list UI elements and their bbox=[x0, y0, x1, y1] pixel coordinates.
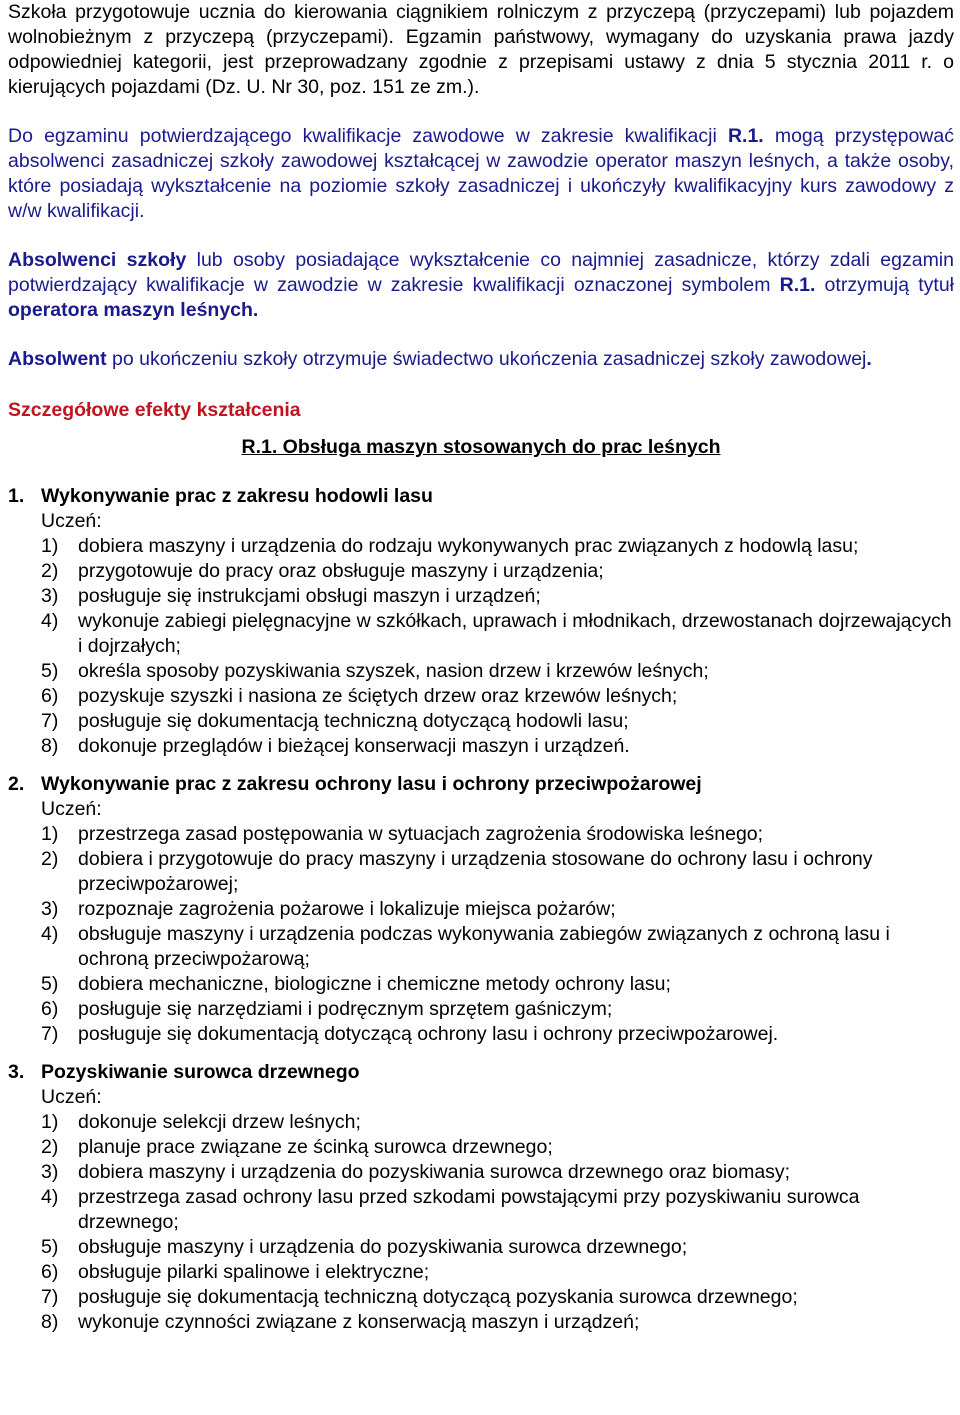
list-item-text: posługuje się narzędziami i podręcznym sprzętem gaśniczym; bbox=[78, 998, 613, 1020]
list-item-number: 7) bbox=[41, 710, 59, 732]
list-item-text: planuje prace związane ze ścinką surowca drzewnego; bbox=[78, 1136, 553, 1158]
list-item-text: przestrzega zasad postępowania w sytuacjach zagrożenia środowiska leśnego; bbox=[78, 823, 764, 845]
list-item bbox=[8, 684, 954, 709]
list-item-number: 6) bbox=[41, 998, 59, 1020]
list-item bbox=[8, 897, 954, 922]
list-item bbox=[8, 1022, 954, 1047]
list-item-number: 1) bbox=[41, 535, 59, 557]
list-item bbox=[8, 584, 954, 609]
list-item-text: dokonuje przeglądów i bieżącej konserwacji maszyn i urządzeń. bbox=[78, 735, 630, 757]
section-1-header bbox=[8, 484, 954, 509]
list-item-number: 3) bbox=[41, 898, 59, 920]
list-item-text: obsługuje pilarki spalinowe i elektryczne; bbox=[78, 1261, 430, 1283]
p3-qualification-code: R.1. bbox=[779, 274, 816, 296]
list-item-number: 1) bbox=[41, 1111, 59, 1133]
p2-qualification-code: R.1. bbox=[727, 125, 764, 147]
list-item-text: wykonuje czynności związane z konserwacją maszyn i urządzeń; bbox=[78, 1311, 640, 1333]
section-2-title: Wykonywanie prac z zakresu ochrony lasu i ochrony przeciwpożarowej bbox=[41, 773, 702, 795]
list-item-number: 5) bbox=[41, 1236, 59, 1258]
list-item-text: dobiera mechaniczne, biologiczne i chemiczne metody ochrony lasu; bbox=[78, 973, 671, 995]
section-2-uczen: Uczeń: bbox=[41, 798, 102, 820]
section-3 bbox=[8, 1060, 954, 1335]
list-item-number: 2) bbox=[41, 848, 59, 870]
list-item-number: 3) bbox=[41, 585, 59, 607]
list-item bbox=[8, 709, 954, 734]
list-item bbox=[8, 847, 954, 897]
list-item-number: 4) bbox=[41, 923, 59, 945]
list-item bbox=[8, 1185, 954, 1235]
p3-text-d: otrzymują tytuł bbox=[815, 274, 954, 296]
list-item-text: pozyskuje szyszki i nasiona ze ściętych drzew oraz krzewów leśnych; bbox=[78, 685, 678, 707]
list-item bbox=[8, 1285, 954, 1310]
p4-bold-absolwent: Absolwent bbox=[8, 348, 107, 370]
section-3-header bbox=[8, 1060, 954, 1085]
list-item-number: 7) bbox=[41, 1286, 59, 1308]
list-item-text: rozpoznaje zagrożenia pożarowe i lokalizuje miejsca pożarów; bbox=[78, 898, 616, 920]
p3-bold-absolwenci: Absolwenci szkoły bbox=[8, 249, 187, 271]
section-heading: Szczegółowe efekty kształcenia bbox=[8, 399, 301, 421]
list-item-text: dobiera i przygotowuje do pracy maszyny i urządzenia stosowane do ochrony lasu i ochrony przeciwpożarowej; bbox=[78, 848, 873, 895]
p2-text-a: Do egzaminu potwierdzającego kwalifikacje zawodowe w zakresie kwalifikacji bbox=[8, 125, 728, 147]
list-item bbox=[8, 734, 954, 759]
list-item bbox=[8, 1135, 954, 1160]
list-item bbox=[8, 972, 954, 997]
p3-text-b: lub osoby posiadające wykształcenie co najmniej zasadnicze, którzy zdali egzamin potwierdzający kwalifikacje w zawodzie w zakresie kwalifikacji oznaczonej symbolem bbox=[8, 249, 954, 296]
intro-paragraph-4 bbox=[8, 347, 954, 372]
qualification-title: R.1. Obsługa maszyn stosowanych do prac leśnych bbox=[241, 436, 721, 458]
list-item-number: 2) bbox=[41, 1136, 59, 1158]
list-item-text: posługuje się instrukcjami obsługi maszyn i urządzeń; bbox=[78, 585, 541, 607]
list-item bbox=[8, 997, 954, 1022]
p2-text-c: mogą przystępować absolwenci zasadniczej szkoły zawodowej kształcącej w zawodzie operator maszyn leśnych, a także osoby, które posiadają wykształcenie na poziomie szkoły zasadniczej i ukończyły kwalifikacyjny kurs zawodowy z w/w kwalifikacji. bbox=[8, 125, 954, 222]
list-item-text: posługuje się dokumentacją dotyczącą ochrony lasu i ochrony przeciwpożarowej. bbox=[78, 1023, 779, 1045]
list-item-number: 6) bbox=[41, 1261, 59, 1283]
section-1 bbox=[8, 484, 954, 759]
section-3-title: Pozyskiwanie surowca drzewnego bbox=[41, 1061, 360, 1083]
list-item-text: obsługuje maszyny i urządzenia do pozyskiwania surowca drzewnego; bbox=[78, 1236, 688, 1258]
list-item-number: 6) bbox=[41, 685, 59, 707]
list-item-number: 8) bbox=[41, 735, 59, 757]
list-item-text: dobiera maszyny i urządzenia do pozyskiwania surowca drzewnego oraz biomasy; bbox=[78, 1161, 791, 1183]
list-item-number: 3) bbox=[41, 1161, 59, 1183]
list-item bbox=[8, 659, 954, 684]
section-2-header bbox=[8, 772, 954, 797]
list-item bbox=[8, 822, 954, 847]
list-item bbox=[8, 1110, 954, 1135]
p4-period: . bbox=[866, 348, 872, 370]
list-item-number: 7) bbox=[41, 1023, 59, 1045]
section-2-number: 2. bbox=[8, 773, 25, 795]
section-3-number: 3. bbox=[8, 1061, 25, 1083]
section-1-uczen: Uczeń: bbox=[41, 510, 102, 532]
list-item-text: dobiera maszyny i urządzenia do rodzaju wykonywanych prac związanych z hodowlą lasu; bbox=[78, 535, 859, 557]
list-item bbox=[8, 922, 954, 972]
list-item-text: przygotowuje do pracy oraz obsługuje maszyny i urządzenia; bbox=[78, 560, 604, 582]
list-item bbox=[8, 534, 954, 559]
intro-paragraph-1: Szkoła przygotowuje ucznia do kierowania ciągnikiem rolniczym z przyczepą (przyczepami) lub pojazdem wolnobieżnym z przyczepą (przyczepami). Egzamin państwowy, wymagany do uzyskania prawa jazdy odpowiedniej kategorii, jest przeprowadzany zgodnie z przepisami ustawy z dnia 5 stycznia 2011 r. o kierujących pojazdami (Dz. U. Nr 30, poz. 151 ze zm.). bbox=[8, 1, 954, 98]
intro-paragraph-2 bbox=[8, 124, 954, 224]
list-item-number: 2) bbox=[41, 560, 59, 582]
list-item-text: dokonuje selekcji drzew leśnych; bbox=[78, 1111, 361, 1133]
section-1-number: 1. bbox=[8, 485, 25, 507]
list-item-number: 4) bbox=[41, 1186, 59, 1208]
list-item bbox=[8, 1260, 954, 1285]
list-item bbox=[8, 1235, 954, 1260]
list-item-number: 5) bbox=[41, 973, 59, 995]
intro-paragraph-3 bbox=[8, 248, 954, 323]
section-2 bbox=[8, 772, 954, 1047]
list-item-text: posługuje się dokumentacją techniczną dotyczącą hodowli lasu; bbox=[78, 710, 629, 732]
list-item-number: 8) bbox=[41, 1311, 59, 1333]
list-item-text: posługuje się dokumentacją techniczną dotyczącą pozyskania surowca drzewnego; bbox=[78, 1286, 798, 1308]
section-1-title: Wykonywanie prac z zakresu hodowli lasu bbox=[41, 485, 433, 507]
list-item-number: 1) bbox=[41, 823, 59, 845]
list-item-text: przestrzega zasad ochrony lasu przed szkodami powstającymi przy pozyskiwaniu surowca drzewnego; bbox=[78, 1186, 860, 1233]
list-item-text: określa sposoby pozyskiwania szyszek, nasion drzew i krzewów leśnych; bbox=[78, 660, 709, 682]
list-item-text: obsługuje maszyny i urządzenia podczas wykonywania zabiegów związanych z ochroną lasu i ochroną przeciwpożarową; bbox=[78, 923, 890, 970]
list-item bbox=[8, 1160, 954, 1185]
p4-text-b: po ukończeniu szkoły otrzymuje świadectwo ukończenia zasadniczej szkoły zawodowej bbox=[106, 348, 867, 370]
list-item bbox=[8, 1310, 954, 1335]
list-item-text: wykonuje zabiegi pielęgnacyjne w szkółkach, uprawach i młodnikach, drzewostanach dojrzewających i dojrzałych; bbox=[78, 610, 952, 657]
list-item bbox=[8, 609, 954, 659]
section-3-uczen: Uczeń: bbox=[41, 1086, 102, 1108]
p3-bold-title: operatora maszyn leśnych. bbox=[8, 299, 259, 321]
list-item-number: 5) bbox=[41, 660, 59, 682]
list-item-number: 4) bbox=[41, 610, 59, 632]
list-item bbox=[8, 559, 954, 584]
